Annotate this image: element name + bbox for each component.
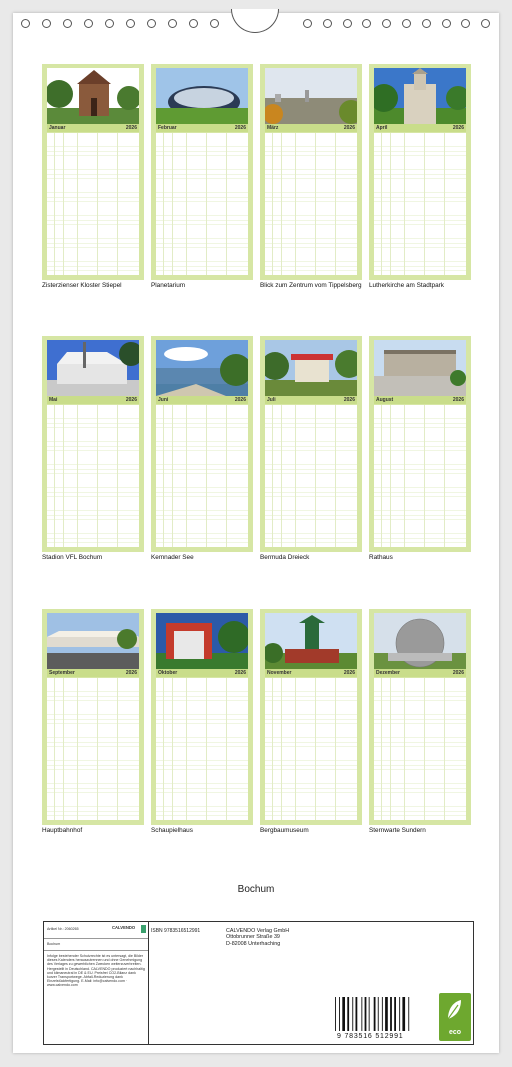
month-header [374,124,466,132]
month-photo [156,613,248,669]
isbn: ISBN 9783516512991 [151,928,201,934]
binding-hole [442,19,451,28]
barcode-bar [382,997,383,1031]
info-box [43,921,474,1045]
month-panel [42,64,144,289]
binding-hole [42,19,51,28]
month-name: Juli [267,397,276,403]
binding-hole [105,19,114,28]
month-photo [156,68,248,124]
product-name: Bochum [47,942,61,946]
photo-caption: Schaupielhaus [151,827,193,834]
binding-hole [189,19,198,28]
binding-hole [382,19,391,28]
month-photo [47,68,139,124]
grid-column-line [295,405,296,547]
barcode-bar [390,997,392,1031]
grid-column-line [444,405,445,547]
month-year: 2026 [343,670,355,676]
grid-column-line [335,133,336,275]
grid-column-line [281,133,282,275]
binding-hole [21,19,30,28]
publisher-line: Ottobrunner Straße 39 [226,934,280,941]
day-grid [47,678,139,820]
binding-hole [84,19,93,28]
binding-hole [343,19,352,28]
grid-column-line [77,678,78,820]
grid-column-line [404,678,405,820]
grid-column-line [117,405,118,547]
month-header [374,669,466,677]
publisher-address [226,928,289,947]
logo-text: CALVENDO [112,925,136,930]
grid-column-line [172,678,173,820]
binding-hole [303,19,312,28]
month-header [265,124,357,132]
day-grid [374,133,466,275]
month-photo [374,68,466,124]
photo-caption: Sternwarte Sundern [369,827,426,834]
day-grid [47,405,139,547]
barcode-bar [356,997,358,1031]
barcode-bar [399,997,400,1031]
barcode-bar [378,997,379,1031]
barcode-bar [374,997,376,1031]
grid-column-line [186,678,187,820]
binding-hole [147,19,156,28]
month-photo [374,613,466,669]
month-panel [369,64,471,289]
month-year: 2026 [343,397,355,403]
month-name: August [376,397,394,403]
grid-column-line [390,405,391,547]
product-row [44,938,148,951]
month-name: März [267,125,279,131]
month-header [265,669,357,677]
grid-column-line [424,678,425,820]
month-year: 2026 [234,125,246,131]
month-year: 2026 [125,397,137,403]
month-photo [265,613,357,669]
month-header [47,396,139,404]
month-panel [42,336,144,561]
month-panel [260,64,362,289]
grid-column-line [281,678,282,820]
day-grid [374,678,466,820]
month-header [47,124,139,132]
grid-column-line [172,405,173,547]
photo-caption: Lutherkirche am Stadtpark [369,282,444,289]
binding-hole [422,19,431,28]
article-number: Artikel Nr.: 2060265 [47,927,79,931]
month-header [265,396,357,404]
grid-column-line [63,405,64,547]
day-grid [156,133,248,275]
month-panel [369,609,471,834]
month-name: Juni [158,397,169,403]
grid-column-line [335,405,336,547]
binding-hole [63,19,72,28]
month-panel [369,336,471,561]
month-panel [151,336,253,561]
day-grid [265,133,357,275]
eco-badge [439,993,471,1041]
article-row [44,922,148,939]
month-year: 2026 [452,670,464,676]
day-grid [265,678,357,820]
month-photo [265,340,357,396]
barcode-bar [385,997,388,1031]
grid-column-line [281,405,282,547]
day-grid [156,678,248,820]
grid-column-line [390,678,391,820]
grid-column-line [97,133,98,275]
grid-column-line [335,678,336,820]
month-year: 2026 [234,397,246,403]
month-photo [265,68,357,124]
grid-column-line [315,133,316,275]
month-year: 2026 [452,125,464,131]
month-photo [47,340,139,396]
grid-column-line [172,133,173,275]
grid-column-line [63,133,64,275]
month-photo [374,340,466,396]
month-year: 2026 [343,125,355,131]
month-panel [260,609,362,834]
publisher-line: D-82008 Unterhaching [226,940,281,947]
calvendo-logo [112,925,146,933]
grid-column-line [77,133,78,275]
barcode [333,997,417,1035]
month-header [156,396,248,404]
binding-hole [323,19,332,28]
leaf-icon [445,999,463,1021]
grid-column-line [54,405,55,547]
day-grid [374,405,466,547]
month-name: November [267,670,292,676]
grid-column-line [272,405,273,547]
grid-column-line [444,133,445,275]
grid-column-line [186,405,187,547]
day-grid [156,405,248,547]
grid-column-line [381,133,382,275]
month-name: Januar [49,125,66,131]
grid-column-line [54,133,55,275]
barcode-number: 9 783516 512991 [337,1033,404,1040]
photo-caption: Zisterzienser Kloster Stiepel [42,282,122,289]
grid-column-line [404,133,405,275]
grid-column-line [381,678,382,820]
month-header [156,124,248,132]
barcode-bar [361,997,362,1031]
photo-caption: Blick zum Zentrum vom Tippelsberg [260,282,362,289]
month-photo [47,613,139,669]
grid-column-line [206,678,207,820]
grid-column-line [226,678,227,820]
grid-column-line [206,405,207,547]
barcode-bar [335,997,336,1031]
grid-column-line [117,678,118,820]
barcode-bar [339,997,340,1031]
grid-column-line [163,133,164,275]
grid-column-line [226,133,227,275]
month-header [156,669,248,677]
grid-column-line [315,678,316,820]
barcode-bar [365,997,367,1031]
month-panel [151,64,253,289]
binding-hole [461,19,470,28]
month-name: Mai [49,397,58,403]
photo-caption: Kemnader See [151,554,194,561]
calendar-sheet [13,13,499,1053]
grid-column-line [186,133,187,275]
binding-hole [126,19,135,28]
binding-hole [168,19,177,28]
logo-mark-icon [141,925,146,933]
month-photo [156,340,248,396]
grid-column-line [97,405,98,547]
grid-column-line [295,133,296,275]
publisher-line: CALVENDO Verlag GmbH [226,928,290,934]
grid-column-line [226,405,227,547]
month-name: Oktober [158,670,178,676]
day-grid [265,405,357,547]
month-name: April [376,125,388,131]
month-year: 2026 [452,397,464,403]
grid-column-line [404,405,405,547]
binding-hole [481,19,490,28]
month-header [374,396,466,404]
photo-caption: Bermuda Dreieck [260,554,310,561]
grid-column-line [163,405,164,547]
barcode-bar [342,997,345,1031]
grid-column-line [54,678,55,820]
grid-column-line [206,133,207,275]
calendar-title: Bochum [237,884,275,895]
month-panel [151,609,253,834]
grid-column-line [381,405,382,547]
binding-hole [362,19,371,28]
barcode-bar [369,997,370,1031]
grid-column-line [315,405,316,547]
month-name: Dezember [376,670,400,676]
month-header [47,669,139,677]
grid-column-line [163,678,164,820]
barcode-bar [402,997,405,1031]
photo-caption: Rathaus [369,554,393,561]
grid-column-line [117,133,118,275]
grid-column-line [390,133,391,275]
grid-column-line [424,133,425,275]
grid-column-line [272,133,273,275]
grid-column-line [77,405,78,547]
month-panel [42,609,144,834]
grid-column-line [295,678,296,820]
grid-column-line [63,678,64,820]
binding-hole [402,19,411,28]
barcode-bar [408,997,409,1031]
eco-label: eco [448,1029,462,1036]
legal-text: Infolge bestehender Schutzrechte ist es untersagt, die Bilder dieses Kalenders herauszutrennen und ohne Genehmigung des Verlages zu gewerblichen Zwecken weiterzuverbreiten. Hergestellt in Deutschland. CALVENDO produziert nachhaltig und klimaneutral in DE & EU. Preisfrei CO2-Bilanz dank kurzer Transportwege. Abfall-Reduzierung dank Einzelstückfertigung. E-Mail: info@calvendo.com · www.calvendo.com [47,954,145,988]
month-name: Februar [158,125,177,131]
month-name: September [49,670,75,676]
binding-hole [210,19,219,28]
barcode-bar [352,997,353,1031]
barcode-bar [394,997,396,1031]
grid-column-line [272,678,273,820]
day-grid [47,133,139,275]
grid-column-line [444,678,445,820]
month-year: 2026 [234,670,246,676]
grid-column-line [97,678,98,820]
month-year: 2026 [125,125,137,131]
photo-caption: Planetarium [151,282,186,289]
photo-caption: Stadion VFL Bochum [42,554,103,561]
photo-caption: Hauptbahnhof [42,827,83,834]
barcode-bar [347,997,349,1031]
info-left-column [44,922,149,1044]
month-panel [260,336,362,561]
grid-column-line [424,405,425,547]
month-year: 2026 [125,670,137,676]
photo-caption: Bergbaumuseum [260,827,309,834]
